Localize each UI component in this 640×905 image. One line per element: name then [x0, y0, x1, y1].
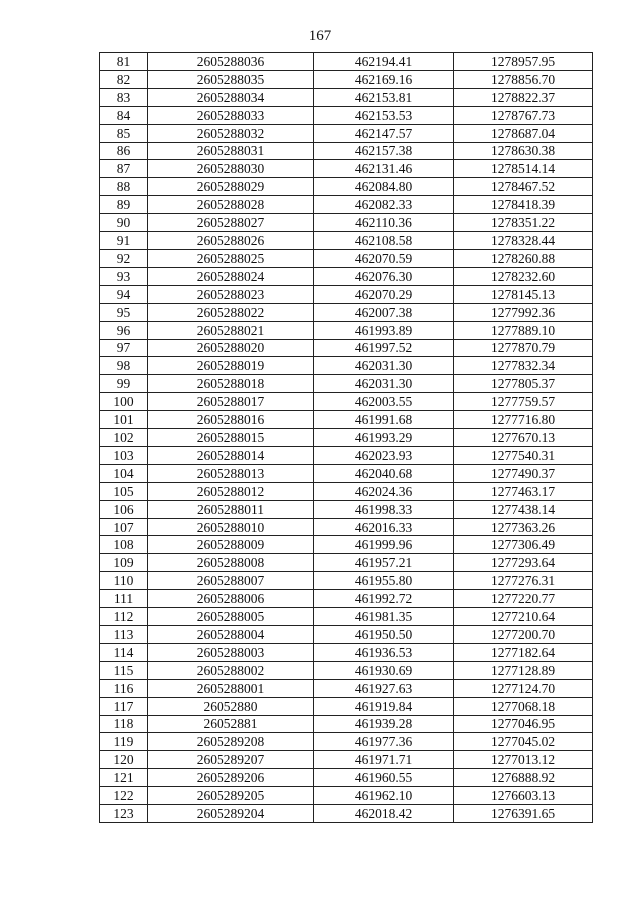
y-coordinate-cell: 1278232.60 [454, 267, 593, 285]
row-number-cell: 96 [100, 321, 148, 339]
table-row [100, 554, 593, 572]
x-coordinate-cell: 461930.69 [314, 661, 454, 679]
x-coordinate-cell: 462153.53 [314, 106, 454, 124]
y-coordinate-cell: 1278351.22 [454, 214, 593, 232]
x-coordinate-cell: 462024.36 [314, 482, 454, 500]
y-coordinate-cell: 1277363.26 [454, 518, 593, 536]
row-number-cell: 116 [100, 679, 148, 697]
point-id-cell: 2605288014 [148, 446, 314, 464]
point-id-cell: 2605288017 [148, 393, 314, 411]
y-coordinate-cell: 1277200.70 [454, 626, 593, 644]
table-row [100, 232, 593, 250]
point-id-cell: 2605288007 [148, 572, 314, 590]
row-number-cell: 119 [100, 733, 148, 751]
table-row [100, 429, 593, 447]
row-number-cell: 108 [100, 536, 148, 554]
table-row [100, 160, 593, 178]
x-coordinate-cell: 461936.53 [314, 643, 454, 661]
point-id-cell: 2605288015 [148, 429, 314, 447]
x-coordinate-cell: 462108.58 [314, 232, 454, 250]
point-id-cell: 2605288031 [148, 142, 314, 160]
x-coordinate-cell: 462169.16 [314, 70, 454, 88]
y-coordinate-cell: 1277220.77 [454, 590, 593, 608]
row-number-cell: 83 [100, 88, 148, 106]
table-row [100, 411, 593, 429]
x-coordinate-cell: 461960.55 [314, 769, 454, 787]
row-number-cell: 121 [100, 769, 148, 787]
table-row [100, 357, 593, 375]
x-coordinate-cell: 461919.84 [314, 697, 454, 715]
table-row [100, 249, 593, 267]
table-row [100, 106, 593, 124]
x-coordinate-cell: 462070.59 [314, 249, 454, 267]
point-id-cell: 2605288024 [148, 267, 314, 285]
x-coordinate-cell: 461971.71 [314, 751, 454, 769]
x-coordinate-cell: 462157.38 [314, 142, 454, 160]
point-id-cell: 2605288036 [148, 53, 314, 71]
x-coordinate-cell: 462031.30 [314, 357, 454, 375]
row-number-cell: 99 [100, 375, 148, 393]
page-number: 167 [308, 28, 332, 44]
table-row [100, 500, 593, 518]
row-number-cell: 86 [100, 142, 148, 160]
point-id-cell: 2605288022 [148, 303, 314, 321]
x-coordinate-cell: 461997.52 [314, 339, 454, 357]
table-row [100, 53, 593, 71]
point-id-cell: 2605289204 [148, 805, 314, 823]
row-number-cell: 102 [100, 429, 148, 447]
x-coordinate-cell: 462153.81 [314, 88, 454, 106]
x-coordinate-cell: 461977.36 [314, 733, 454, 751]
row-number-cell: 94 [100, 285, 148, 303]
row-number-cell: 105 [100, 482, 148, 500]
table-row [100, 769, 593, 787]
point-id-cell: 2605288012 [148, 482, 314, 500]
y-coordinate-cell: 1277182.64 [454, 643, 593, 661]
y-coordinate-cell: 1277046.95 [454, 715, 593, 733]
x-coordinate-cell: 461991.68 [314, 411, 454, 429]
row-number-cell: 87 [100, 160, 148, 178]
table-row [100, 536, 593, 554]
point-id-cell: 2605288021 [148, 321, 314, 339]
x-coordinate-cell: 462007.38 [314, 303, 454, 321]
row-number-cell: 89 [100, 196, 148, 214]
x-coordinate-cell: 461927.63 [314, 679, 454, 697]
y-coordinate-cell: 1277210.64 [454, 608, 593, 626]
x-coordinate-cell: 461993.29 [314, 429, 454, 447]
y-coordinate-cell: 1277128.89 [454, 661, 593, 679]
row-number-cell: 92 [100, 249, 148, 267]
y-coordinate-cell: 1278467.52 [454, 178, 593, 196]
point-id-cell: 2605288019 [148, 357, 314, 375]
point-id-cell: 26052880 [148, 697, 314, 715]
x-coordinate-cell: 462131.46 [314, 160, 454, 178]
point-id-cell: 2605288032 [148, 124, 314, 142]
x-coordinate-cell: 461999.96 [314, 536, 454, 554]
row-number-cell: 120 [100, 751, 148, 769]
y-coordinate-cell: 1277463.17 [454, 482, 593, 500]
row-number-cell: 104 [100, 464, 148, 482]
point-id-cell: 2605288002 [148, 661, 314, 679]
table-row [100, 733, 593, 751]
x-coordinate-cell: 462018.42 [314, 805, 454, 823]
x-coordinate-cell: 462023.93 [314, 446, 454, 464]
point-id-cell: 2605289206 [148, 769, 314, 787]
y-coordinate-cell: 1278856.70 [454, 70, 593, 88]
point-id-cell: 2605288025 [148, 249, 314, 267]
table-row [100, 679, 593, 697]
table-row [100, 626, 593, 644]
point-id-cell: 2605288006 [148, 590, 314, 608]
y-coordinate-cell: 1276888.92 [454, 769, 593, 787]
table-row [100, 142, 593, 160]
row-number-cell: 85 [100, 124, 148, 142]
table-row [100, 446, 593, 464]
x-coordinate-cell: 462084.80 [314, 178, 454, 196]
table-row [100, 339, 593, 357]
y-coordinate-cell: 1277832.34 [454, 357, 593, 375]
y-coordinate-cell: 1277013.12 [454, 751, 593, 769]
x-coordinate-cell: 462082.33 [314, 196, 454, 214]
y-coordinate-cell: 1278630.38 [454, 142, 593, 160]
table-row [100, 464, 593, 482]
row-number-cell: 114 [100, 643, 148, 661]
point-id-cell: 2605288004 [148, 626, 314, 644]
table-row [100, 393, 593, 411]
point-id-cell: 2605288023 [148, 285, 314, 303]
table-row [100, 482, 593, 500]
table-row [100, 643, 593, 661]
y-coordinate-cell: 1277438.14 [454, 500, 593, 518]
x-coordinate-cell: 461992.72 [314, 590, 454, 608]
row-number-cell: 100 [100, 393, 148, 411]
point-id-cell: 2605288035 [148, 70, 314, 88]
point-id-cell: 2605288028 [148, 196, 314, 214]
point-id-cell: 2605288011 [148, 500, 314, 518]
x-coordinate-cell: 461998.33 [314, 500, 454, 518]
y-coordinate-cell: 1277870.79 [454, 339, 593, 357]
row-number-cell: 113 [100, 626, 148, 644]
row-number-cell: 111 [100, 590, 148, 608]
table-row [100, 124, 593, 142]
row-number-cell: 81 [100, 53, 148, 71]
y-coordinate-cell: 1277293.64 [454, 554, 593, 572]
row-number-cell: 112 [100, 608, 148, 626]
table-row [100, 321, 593, 339]
table-row [100, 267, 593, 285]
x-coordinate-cell: 462070.29 [314, 285, 454, 303]
x-coordinate-cell: 462040.68 [314, 464, 454, 482]
point-id-cell: 2605289205 [148, 787, 314, 805]
table-row [100, 178, 593, 196]
row-number-cell: 97 [100, 339, 148, 357]
point-id-cell: 2605288020 [148, 339, 314, 357]
row-number-cell: 117 [100, 697, 148, 715]
table-row [100, 590, 593, 608]
point-id-cell: 2605288008 [148, 554, 314, 572]
y-coordinate-cell: 1277670.13 [454, 429, 593, 447]
y-coordinate-cell: 1277759.57 [454, 393, 593, 411]
x-coordinate-cell: 461981.35 [314, 608, 454, 626]
y-coordinate-cell: 1277068.18 [454, 697, 593, 715]
row-number-cell: 95 [100, 303, 148, 321]
row-number-cell: 90 [100, 214, 148, 232]
table-body [100, 53, 593, 823]
y-coordinate-cell: 1278514.14 [454, 160, 593, 178]
point-id-cell: 2605289207 [148, 751, 314, 769]
row-number-cell: 91 [100, 232, 148, 250]
table-row [100, 697, 593, 715]
point-id-cell: 2605288030 [148, 160, 314, 178]
x-coordinate-cell: 462003.55 [314, 393, 454, 411]
table-row [100, 70, 593, 88]
table-row [100, 661, 593, 679]
y-coordinate-cell: 1277490.37 [454, 464, 593, 482]
table-row [100, 196, 593, 214]
x-coordinate-cell: 462194.41 [314, 53, 454, 71]
point-id-cell: 2605288029 [148, 178, 314, 196]
row-number-cell: 88 [100, 178, 148, 196]
point-id-cell: 2605288016 [148, 411, 314, 429]
y-coordinate-cell: 1277124.70 [454, 679, 593, 697]
y-coordinate-cell: 1277276.31 [454, 572, 593, 590]
table-row [100, 751, 593, 769]
point-id-cell: 2605288005 [148, 608, 314, 626]
y-coordinate-cell: 1277992.36 [454, 303, 593, 321]
table-row [100, 608, 593, 626]
point-id-cell: 2605288033 [148, 106, 314, 124]
x-coordinate-cell: 461993.89 [314, 321, 454, 339]
x-coordinate-cell: 461955.80 [314, 572, 454, 590]
row-number-cell: 93 [100, 267, 148, 285]
row-number-cell: 107 [100, 518, 148, 536]
point-id-cell: 2605288009 [148, 536, 314, 554]
point-id-cell: 2605289208 [148, 733, 314, 751]
row-number-cell: 106 [100, 500, 148, 518]
y-coordinate-cell: 1278687.04 [454, 124, 593, 142]
x-coordinate-cell: 462076.30 [314, 267, 454, 285]
x-coordinate-cell: 462147.57 [314, 124, 454, 142]
table-row [100, 214, 593, 232]
y-coordinate-cell: 1276603.13 [454, 787, 593, 805]
row-number-cell: 109 [100, 554, 148, 572]
point-id-cell: 2605288010 [148, 518, 314, 536]
point-id-cell: 2605288001 [148, 679, 314, 697]
y-coordinate-cell: 1277306.49 [454, 536, 593, 554]
row-number-cell: 84 [100, 106, 148, 124]
coordinates-table [99, 52, 593, 823]
y-coordinate-cell: 1277889.10 [454, 321, 593, 339]
table-row [100, 805, 593, 823]
y-coordinate-cell: 1278260.88 [454, 249, 593, 267]
row-number-cell: 82 [100, 70, 148, 88]
row-number-cell: 98 [100, 357, 148, 375]
table-row [100, 715, 593, 733]
x-coordinate-cell: 462110.36 [314, 214, 454, 232]
table-row [100, 518, 593, 536]
point-id-cell: 2605288026 [148, 232, 314, 250]
point-id-cell: 2605288018 [148, 375, 314, 393]
point-id-cell: 26052881 [148, 715, 314, 733]
table-row [100, 88, 593, 106]
y-coordinate-cell: 1277716.80 [454, 411, 593, 429]
y-coordinate-cell: 1276391.65 [454, 805, 593, 823]
y-coordinate-cell: 1278328.44 [454, 232, 593, 250]
point-id-cell: 2605288027 [148, 214, 314, 232]
row-number-cell: 118 [100, 715, 148, 733]
x-coordinate-cell: 461957.21 [314, 554, 454, 572]
x-coordinate-cell: 461939.28 [314, 715, 454, 733]
row-number-cell: 103 [100, 446, 148, 464]
y-coordinate-cell: 1278957.95 [454, 53, 593, 71]
row-number-cell: 110 [100, 572, 148, 590]
row-number-cell: 122 [100, 787, 148, 805]
y-coordinate-cell: 1278145.13 [454, 285, 593, 303]
point-id-cell: 2605288003 [148, 643, 314, 661]
x-coordinate-cell: 461950.50 [314, 626, 454, 644]
x-coordinate-cell: 461962.10 [314, 787, 454, 805]
x-coordinate-cell: 462016.33 [314, 518, 454, 536]
table-row [100, 572, 593, 590]
row-number-cell: 101 [100, 411, 148, 429]
y-coordinate-cell: 1277045.02 [454, 733, 593, 751]
table-row [100, 303, 593, 321]
row-number-cell: 115 [100, 661, 148, 679]
x-coordinate-cell: 462031.30 [314, 375, 454, 393]
point-id-cell: 2605288013 [148, 464, 314, 482]
point-id-cell: 2605288034 [148, 88, 314, 106]
table-row [100, 375, 593, 393]
y-coordinate-cell: 1277540.31 [454, 446, 593, 464]
y-coordinate-cell: 1278418.39 [454, 196, 593, 214]
y-coordinate-cell: 1278767.73 [454, 106, 593, 124]
y-coordinate-cell: 1278822.37 [454, 88, 593, 106]
row-number-cell: 123 [100, 805, 148, 823]
table-row [100, 787, 593, 805]
y-coordinate-cell: 1277805.37 [454, 375, 593, 393]
table-row [100, 285, 593, 303]
